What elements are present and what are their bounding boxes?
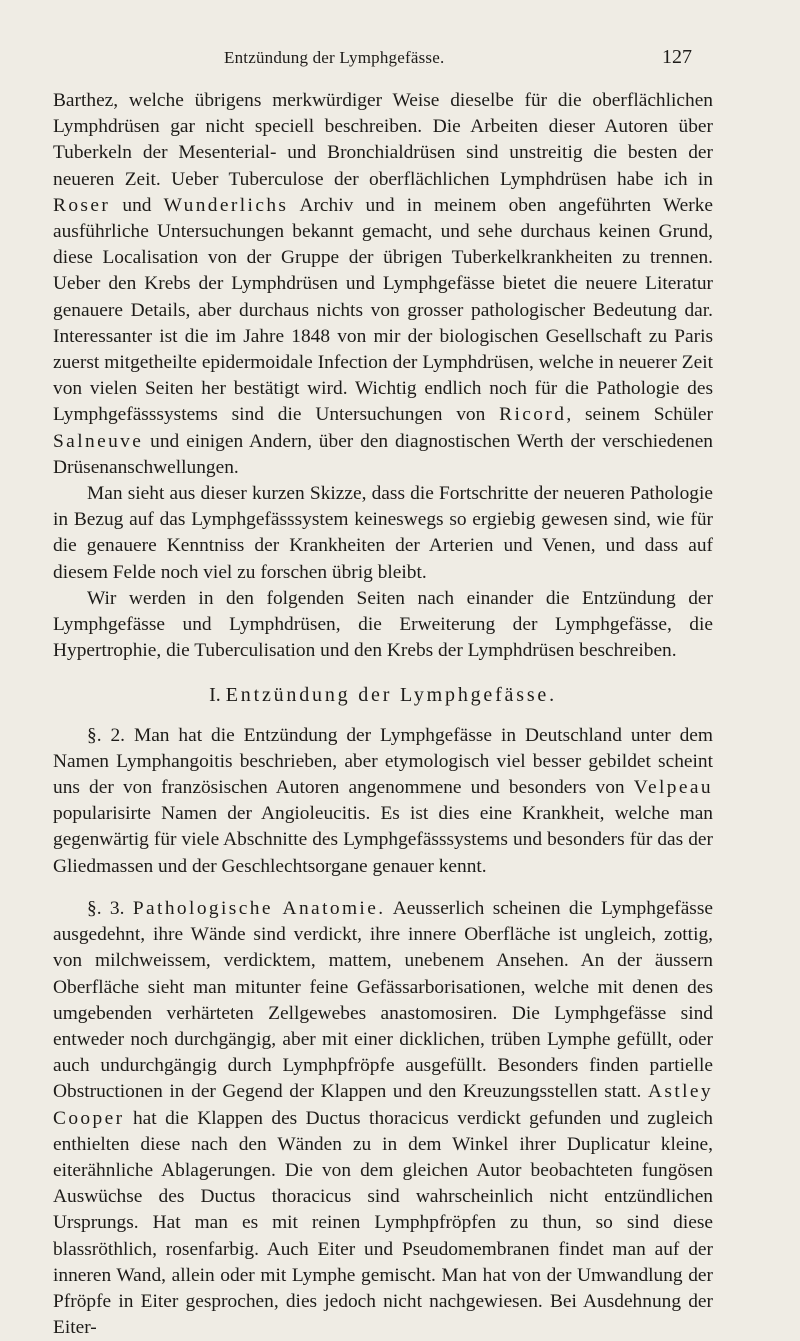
text-run: I.: [209, 684, 226, 707]
spaced-name: Pathologische Anatomie.: [132, 897, 386, 919]
paragraph: [53, 723, 713, 880]
text-run: §. 2. Man hat die Entzündung der Lymphgefässe in Deutschland unter dem Namen Lymphangoitis beschrieben, aber etymologisch viel besser gebildet scheint uns der von französischen Autoren angenommene und besonders von: [53, 724, 713, 799]
paragraph: [53, 896, 713, 1341]
paragraph: [53, 88, 713, 481]
body-text: [53, 88, 713, 1341]
section-heading: [53, 682, 713, 708]
running-title: Entzündung der Lymphgefässe.: [224, 48, 445, 67]
text-run: popularisirte Namen der Angioleucitis. Es ist dies eine Krankheit, welche man gegenwärtig für viele Abschnitte des Lymphgefässsystems und besonders für das der Gliedmassen und der Geschlechtsorgane genauer kennt.: [53, 803, 713, 877]
text-run: Barthez, welche übrigens merkwürdiger Weise dieselbe für die oberflächlichen Lymphdrüsen gar nicht speciell beschreiben. Die Arbeiten dieser Autoren über Tuberkeln der Mesenterial- und Bronchialdrüsen sind unstreitig die besten der neueren Zeit. Ueber Tuberculose der oberflächlichen Lymphdrüsen habe ich in: [53, 90, 713, 190]
paragraph: [53, 586, 713, 665]
text-run: Archiv und in meinem oben angeführten Werke ausführliche Untersuchungen bekannt gemacht, und sehe durchaus keinen Grund, diese Localisation von der Gruppe der übrigen Tuberkelkrankheiten zu trennen. Ueber den Krebs der Lymphdrüsen und Lymphgefässe bietet die neuere Literatur genauere Details, aber durchaus nichts von grosser pathologischer Bedeutung dar. Interessanter ist die im Jahre 1848 von mir der biologischen Gesellschaft zu Paris zuerst mitgetheilte epidermoidale Infection der Lymphdrüsen, welche in neuerer Zeit von vielen Seiten her bestätigt wird. Wichtig endlich noch für die Pathologie des Lymphgefässsystems sind die Untersuchungen von: [53, 194, 713, 426]
text-run: , seinem Schüler: [566, 404, 713, 426]
text-run: Man sieht aus dieser kurzen Skizze, dass die Fortschritte der neueren Pathologie in Bezug auf das Lymphgefässsystem keineswegs so ergiebig gewesen sind, wie für die genauere Kenntniss der Krankheiten der Arterien und Venen, und dass auf diesem Felde noch viel zu forschen übrig bleibt.: [53, 483, 713, 583]
text-run: Aeusserlich scheinen die Lymphgefässe ausgedehnt, ihre Wände sind verdickt, ihre innere Oberfläche ist ungleich, zottig, von milchweissem, verdicktem, mattem, unebenem Ansehen. An der äussern Oberfläche sieht man mitunter feine Gefässarborisationen, welche mit denen des umgebenden verhärteten Zellgewebes anastomosiren. Die Lymphgefässe sind entweder noch durchgängig, aber mit einer dicklichen, trüben Lymphe gefüllt, oder auch undurchgängig durch Lymphpfröpfe ausgefüllt. Besonders finden partielle Obstructionen in der Gegend der Klappen und den Kreuzungsstellen statt.: [53, 897, 714, 1103]
page-number: 127: [662, 46, 692, 68]
paragraph: [53, 481, 713, 586]
spaced-name: Salneuve: [53, 430, 144, 452]
text-run: und: [110, 194, 164, 216]
spaced-name: Wunderlichs: [163, 194, 289, 216]
spaced-name: Astley Cooper: [53, 1081, 713, 1129]
running-head: [0, 46, 800, 76]
spaced-name: Roser: [53, 194, 111, 216]
text-run: Wir werden in den folgenden Seiten nach einander die Entzündung der Lymphgefässe und Lymphdrüsen, die Erweiterung der Lymphgefässe, die Hypertrophie, die Tuberculisation und den Krebs der Lymphdrüsen beschreiben.: [53, 587, 713, 662]
text-run: §. 3.: [87, 897, 133, 919]
spaced-name: Velpeau: [633, 777, 713, 799]
spaced-name: Entzündung der Lymphgefässe.: [225, 684, 557, 707]
text-run: und einigen Andern, über den diagnostischen Werth der verschiedenen Drüsenanschwellungen.: [53, 430, 713, 478]
text-run: hat die Klappen des Ductus thoracicus verdickt gefunden und zugleich enthielten diese nach den Wänden zu in dem Winkel ihrer Duplicatur kleine, eiterähnliche Ablagerungen. Die von dem gleichen Autor beobachteten fungösen Auswüchse des Ductus thoracicus sind wahrscheinlich nicht entzündlichen Ursprungs. Hat man es mit reinen Lymphpfröpfen zu thun, so sind diese blassröthlich, rosenfarbig. Auch Eiter und Pseudomembranen findet man auf der inneren Wand, allein oder mit Lymphe gemischt. Man hat von der Umwandlung der Pfröpfe in Eiter gesprochen, dies jedoch nicht nachgewiesen. Bei Ausdehnung der Eiter-: [53, 1107, 713, 1339]
spaced-name: Ricord: [499, 404, 567, 426]
